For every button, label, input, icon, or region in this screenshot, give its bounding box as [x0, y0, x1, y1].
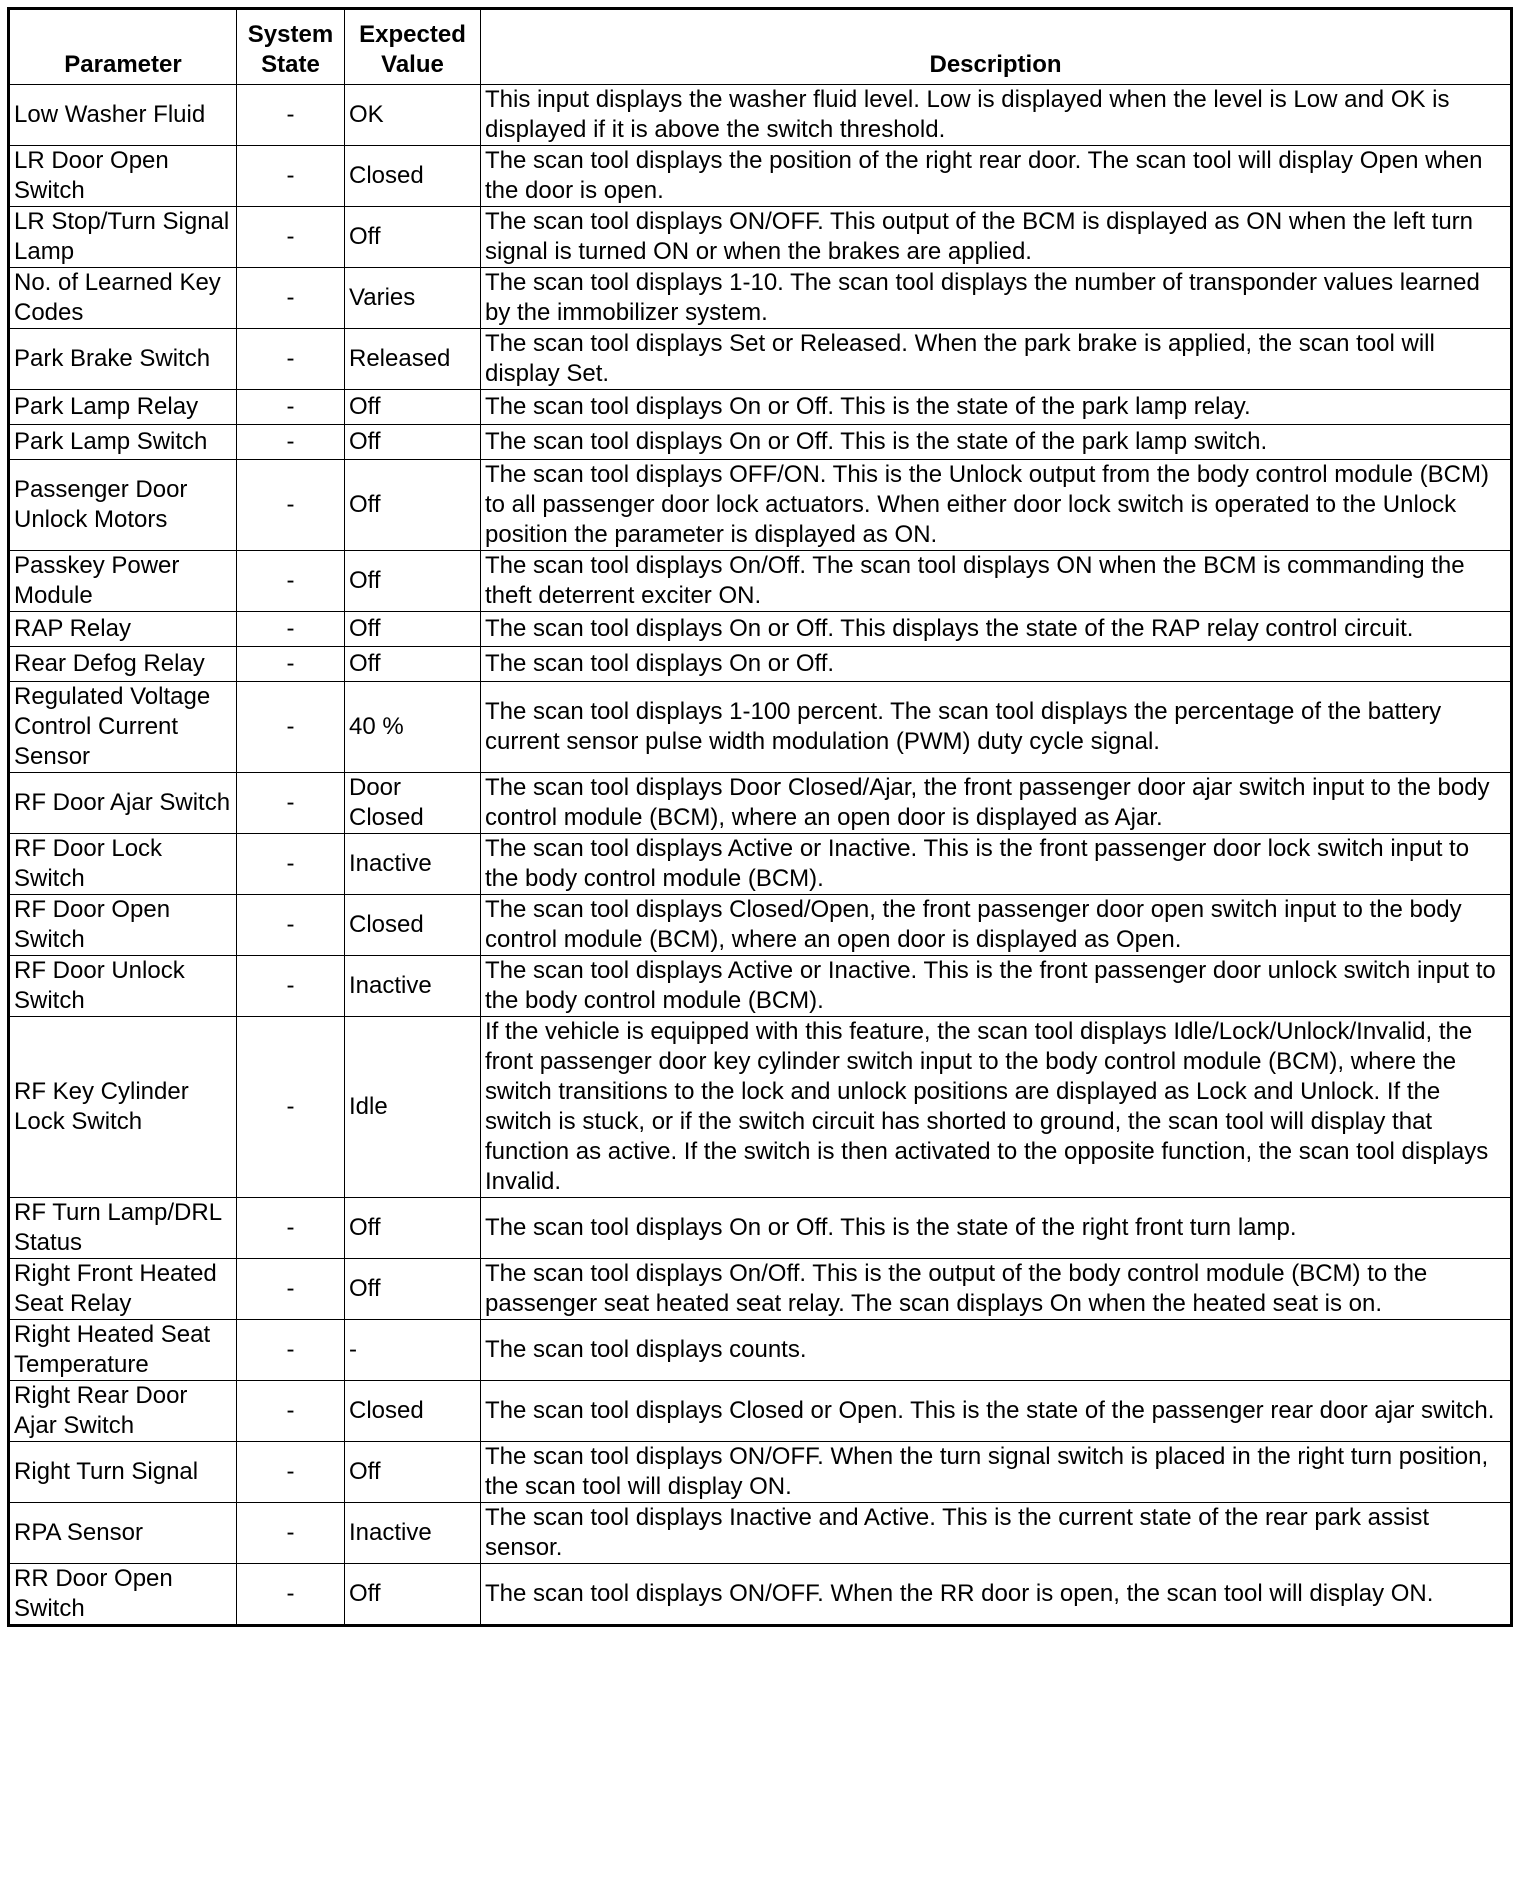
cell-description: The scan tool displays On or Off. This displays the state of the RAP relay control circuit.: [481, 612, 1512, 647]
cell-system-state: -: [237, 390, 345, 425]
header-row: [9, 9, 1512, 85]
cell-description: The scan tool displays Active or Inactive. This is the front passenger door unlock switch input to the body control module (BCM).: [481, 956, 1512, 1017]
cell-system-state: -: [237, 895, 345, 956]
cell-system-state: -: [237, 956, 345, 1017]
cell-system-state: -: [237, 773, 345, 834]
cell-system-state: -: [237, 1259, 345, 1320]
cell-parameter: Low Washer Fluid: [9, 85, 237, 146]
cell-system-state: -: [237, 1503, 345, 1564]
cell-expected-value: Closed: [345, 1381, 481, 1442]
table-row: [9, 895, 1512, 956]
table-row: [9, 329, 1512, 390]
cell-description: The scan tool displays Active or Inactive. This is the front passenger door lock switch input to the body control module (BCM).: [481, 834, 1512, 895]
cell-expected-value: Off: [345, 612, 481, 647]
table-row: [9, 1503, 1512, 1564]
table-row: [9, 682, 1512, 773]
cell-parameter: RPA Sensor: [9, 1503, 237, 1564]
cell-expected-value: Released: [345, 329, 481, 390]
cell-expected-value: Varies: [345, 268, 481, 329]
cell-expected-value: Off: [345, 1442, 481, 1503]
header-parameter: Parameter: [9, 9, 237, 85]
cell-description: The scan tool displays Closed or Open. This is the state of the passenger rear door ajar switch.: [481, 1381, 1512, 1442]
cell-description: The scan tool displays On or Off. This is the state of the right front turn lamp.: [481, 1198, 1512, 1259]
cell-parameter: RF Door Lock Switch: [9, 834, 237, 895]
cell-system-state: -: [237, 1017, 345, 1198]
cell-parameter: Right Turn Signal: [9, 1442, 237, 1503]
cell-parameter: Right Heated Seat Temperature: [9, 1320, 237, 1381]
table-row: [9, 956, 1512, 1017]
cell-system-state: -: [237, 85, 345, 146]
cell-parameter: LR Stop/Turn Signal Lamp: [9, 207, 237, 268]
cell-parameter: No. of Learned Key Codes: [9, 268, 237, 329]
table-row: [9, 268, 1512, 329]
cell-parameter: Park Brake Switch: [9, 329, 237, 390]
cell-parameter: Passenger Door Unlock Motors: [9, 460, 237, 551]
table-row: [9, 551, 1512, 612]
cell-parameter: LR Door Open Switch: [9, 146, 237, 207]
table-body: [9, 85, 1512, 1626]
cell-expected-value: Closed: [345, 895, 481, 956]
cell-system-state: -: [237, 425, 345, 460]
cell-expected-value: Off: [345, 1259, 481, 1320]
cell-system-state: -: [237, 834, 345, 895]
cell-description: The scan tool displays Inactive and Active. This is the current state of the rear park assist sensor.: [481, 1503, 1512, 1564]
cell-expected-value: Off: [345, 1198, 481, 1259]
cell-expected-value: Closed: [345, 146, 481, 207]
header-description: Description: [481, 9, 1512, 85]
table-row: [9, 1442, 1512, 1503]
cell-description: The scan tool displays On or Off. This is the state of the park lamp relay.: [481, 390, 1512, 425]
cell-system-state: -: [237, 1442, 345, 1503]
cell-description: If the vehicle is equipped with this feature, the scan tool displays Idle/Lock/Unlock/Invalid, the front passenger door key cylinder switch input to the body control module (BCM), where the switch transitions to the lock and unlock positions are displayed as Lock and Unlock. If the switch is stuck, or if the switch circuit has shorted to ground, the scan tool will display that function as active. If the switch is then activated to the opposite function, the scan tool displays Invalid.: [481, 1017, 1512, 1198]
cell-system-state: -: [237, 682, 345, 773]
cell-expected-value: Off: [345, 1564, 481, 1626]
cell-expected-value: 40 %: [345, 682, 481, 773]
cell-system-state: -: [237, 268, 345, 329]
cell-description: The scan tool displays On or Off. This is the state of the park lamp switch.: [481, 425, 1512, 460]
cell-parameter: RR Door Open Switch: [9, 1564, 237, 1626]
table-row: [9, 647, 1512, 682]
cell-system-state: -: [237, 460, 345, 551]
cell-description: The scan tool displays On or Off.: [481, 647, 1512, 682]
cell-expected-value: -: [345, 1320, 481, 1381]
table-row: [9, 390, 1512, 425]
table-row: [9, 1017, 1512, 1198]
cell-system-state: -: [237, 146, 345, 207]
cell-description: The scan tool displays the position of the right rear door. The scan tool will display Open when the door is open.: [481, 146, 1512, 207]
cell-parameter: RF Key Cylinder Lock Switch: [9, 1017, 237, 1198]
cell-expected-value: Off: [345, 425, 481, 460]
cell-parameter: RF Door Unlock Switch: [9, 956, 237, 1017]
cell-parameter: Park Lamp Switch: [9, 425, 237, 460]
table-row: [9, 85, 1512, 146]
cell-description: The scan tool displays ON/OFF. This output of the BCM is displayed as ON when the left turn signal is turned ON or when the brakes are applied.: [481, 207, 1512, 268]
cell-description: The scan tool displays 1-10. The scan tool displays the number of transponder values learned by the immobilizer system.: [481, 268, 1512, 329]
cell-expected-value: Off: [345, 551, 481, 612]
cell-parameter: RF Door Open Switch: [9, 895, 237, 956]
cell-system-state: -: [237, 1198, 345, 1259]
header-expected-value: Expected Value: [345, 9, 481, 85]
table-row: [9, 146, 1512, 207]
header-system-state: System State: [237, 9, 345, 85]
cell-description: The scan tool displays ON/OFF. When the RR door is open, the scan tool will display ON.: [481, 1564, 1512, 1626]
cell-system-state: -: [237, 647, 345, 682]
cell-expected-value: OK: [345, 85, 481, 146]
cell-description: The scan tool displays Closed/Open, the front passenger door open switch input to the body control module (BCM), where an open door is displayed as Open.: [481, 895, 1512, 956]
cell-expected-value: Inactive: [345, 834, 481, 895]
cell-system-state: -: [237, 1564, 345, 1626]
table-row: [9, 1381, 1512, 1442]
cell-system-state: -: [237, 207, 345, 268]
cell-parameter: Regulated Voltage Control Current Sensor: [9, 682, 237, 773]
cell-expected-value: Inactive: [345, 956, 481, 1017]
cell-description: The scan tool displays On/Off. This is the output of the body control module (BCM) to the passenger seat heated seat relay. The scan displays On when the heated seat is on.: [481, 1259, 1512, 1320]
cell-system-state: -: [237, 329, 345, 390]
table-row: [9, 612, 1512, 647]
cell-parameter: RAP Relay: [9, 612, 237, 647]
cell-expected-value: Off: [345, 207, 481, 268]
cell-parameter: Rear Defog Relay: [9, 647, 237, 682]
cell-description: The scan tool displays ON/OFF. When the turn signal switch is placed in the right turn position, the scan tool will display ON.: [481, 1442, 1512, 1503]
cell-system-state: -: [237, 612, 345, 647]
cell-expected-value: Inactive: [345, 1503, 481, 1564]
cell-description: The scan tool displays Door Closed/Ajar, the front passenger door ajar switch input to the body control module (BCM), where an open door is displayed as Ajar.: [481, 773, 1512, 834]
table-row: [9, 773, 1512, 834]
cell-system-state: -: [237, 551, 345, 612]
parameter-table: [7, 7, 1513, 1627]
cell-parameter: Park Lamp Relay: [9, 390, 237, 425]
cell-description: The scan tool displays counts.: [481, 1320, 1512, 1381]
table-row: [9, 1198, 1512, 1259]
table-row: [9, 425, 1512, 460]
table-row: [9, 1259, 1512, 1320]
cell-description: The scan tool displays On/Off. The scan tool displays ON when the BCM is commanding the theft deterrent exciter ON.: [481, 551, 1512, 612]
cell-parameter: Right Front Heated Seat Relay: [9, 1259, 237, 1320]
cell-expected-value: Off: [345, 460, 481, 551]
cell-expected-value: Off: [345, 647, 481, 682]
table-row: [9, 1320, 1512, 1381]
cell-system-state: -: [237, 1320, 345, 1381]
table-row: [9, 1564, 1512, 1626]
table-row: [9, 207, 1512, 268]
cell-description: The scan tool displays 1-100 percent. The scan tool displays the percentage of the battery current sensor pulse width modulation (PWM) duty cycle signal.: [481, 682, 1512, 773]
cell-expected-value: Idle: [345, 1017, 481, 1198]
table-row: [9, 460, 1512, 551]
cell-expected-value: Door Closed: [345, 773, 481, 834]
cell-parameter: RF Door Ajar Switch: [9, 773, 237, 834]
table-row: [9, 834, 1512, 895]
cell-description: The scan tool displays OFF/ON. This is the Unlock output from the body control module (BCM) to all passenger door lock actuators. When either door lock switch is operated to the Unlock position the parameter is displayed as ON.: [481, 460, 1512, 551]
cell-description: This input displays the washer fluid level. Low is displayed when the level is Low and OK is displayed if it is above the switch threshold.: [481, 85, 1512, 146]
cell-expected-value: Off: [345, 390, 481, 425]
cell-parameter: Right Rear Door Ajar Switch: [9, 1381, 237, 1442]
cell-parameter: RF Turn Lamp/DRL Status: [9, 1198, 237, 1259]
cell-system-state: -: [237, 1381, 345, 1442]
cell-parameter: Passkey Power Module: [9, 551, 237, 612]
cell-description: The scan tool displays Set or Released. When the park brake is applied, the scan tool will display Set.: [481, 329, 1512, 390]
